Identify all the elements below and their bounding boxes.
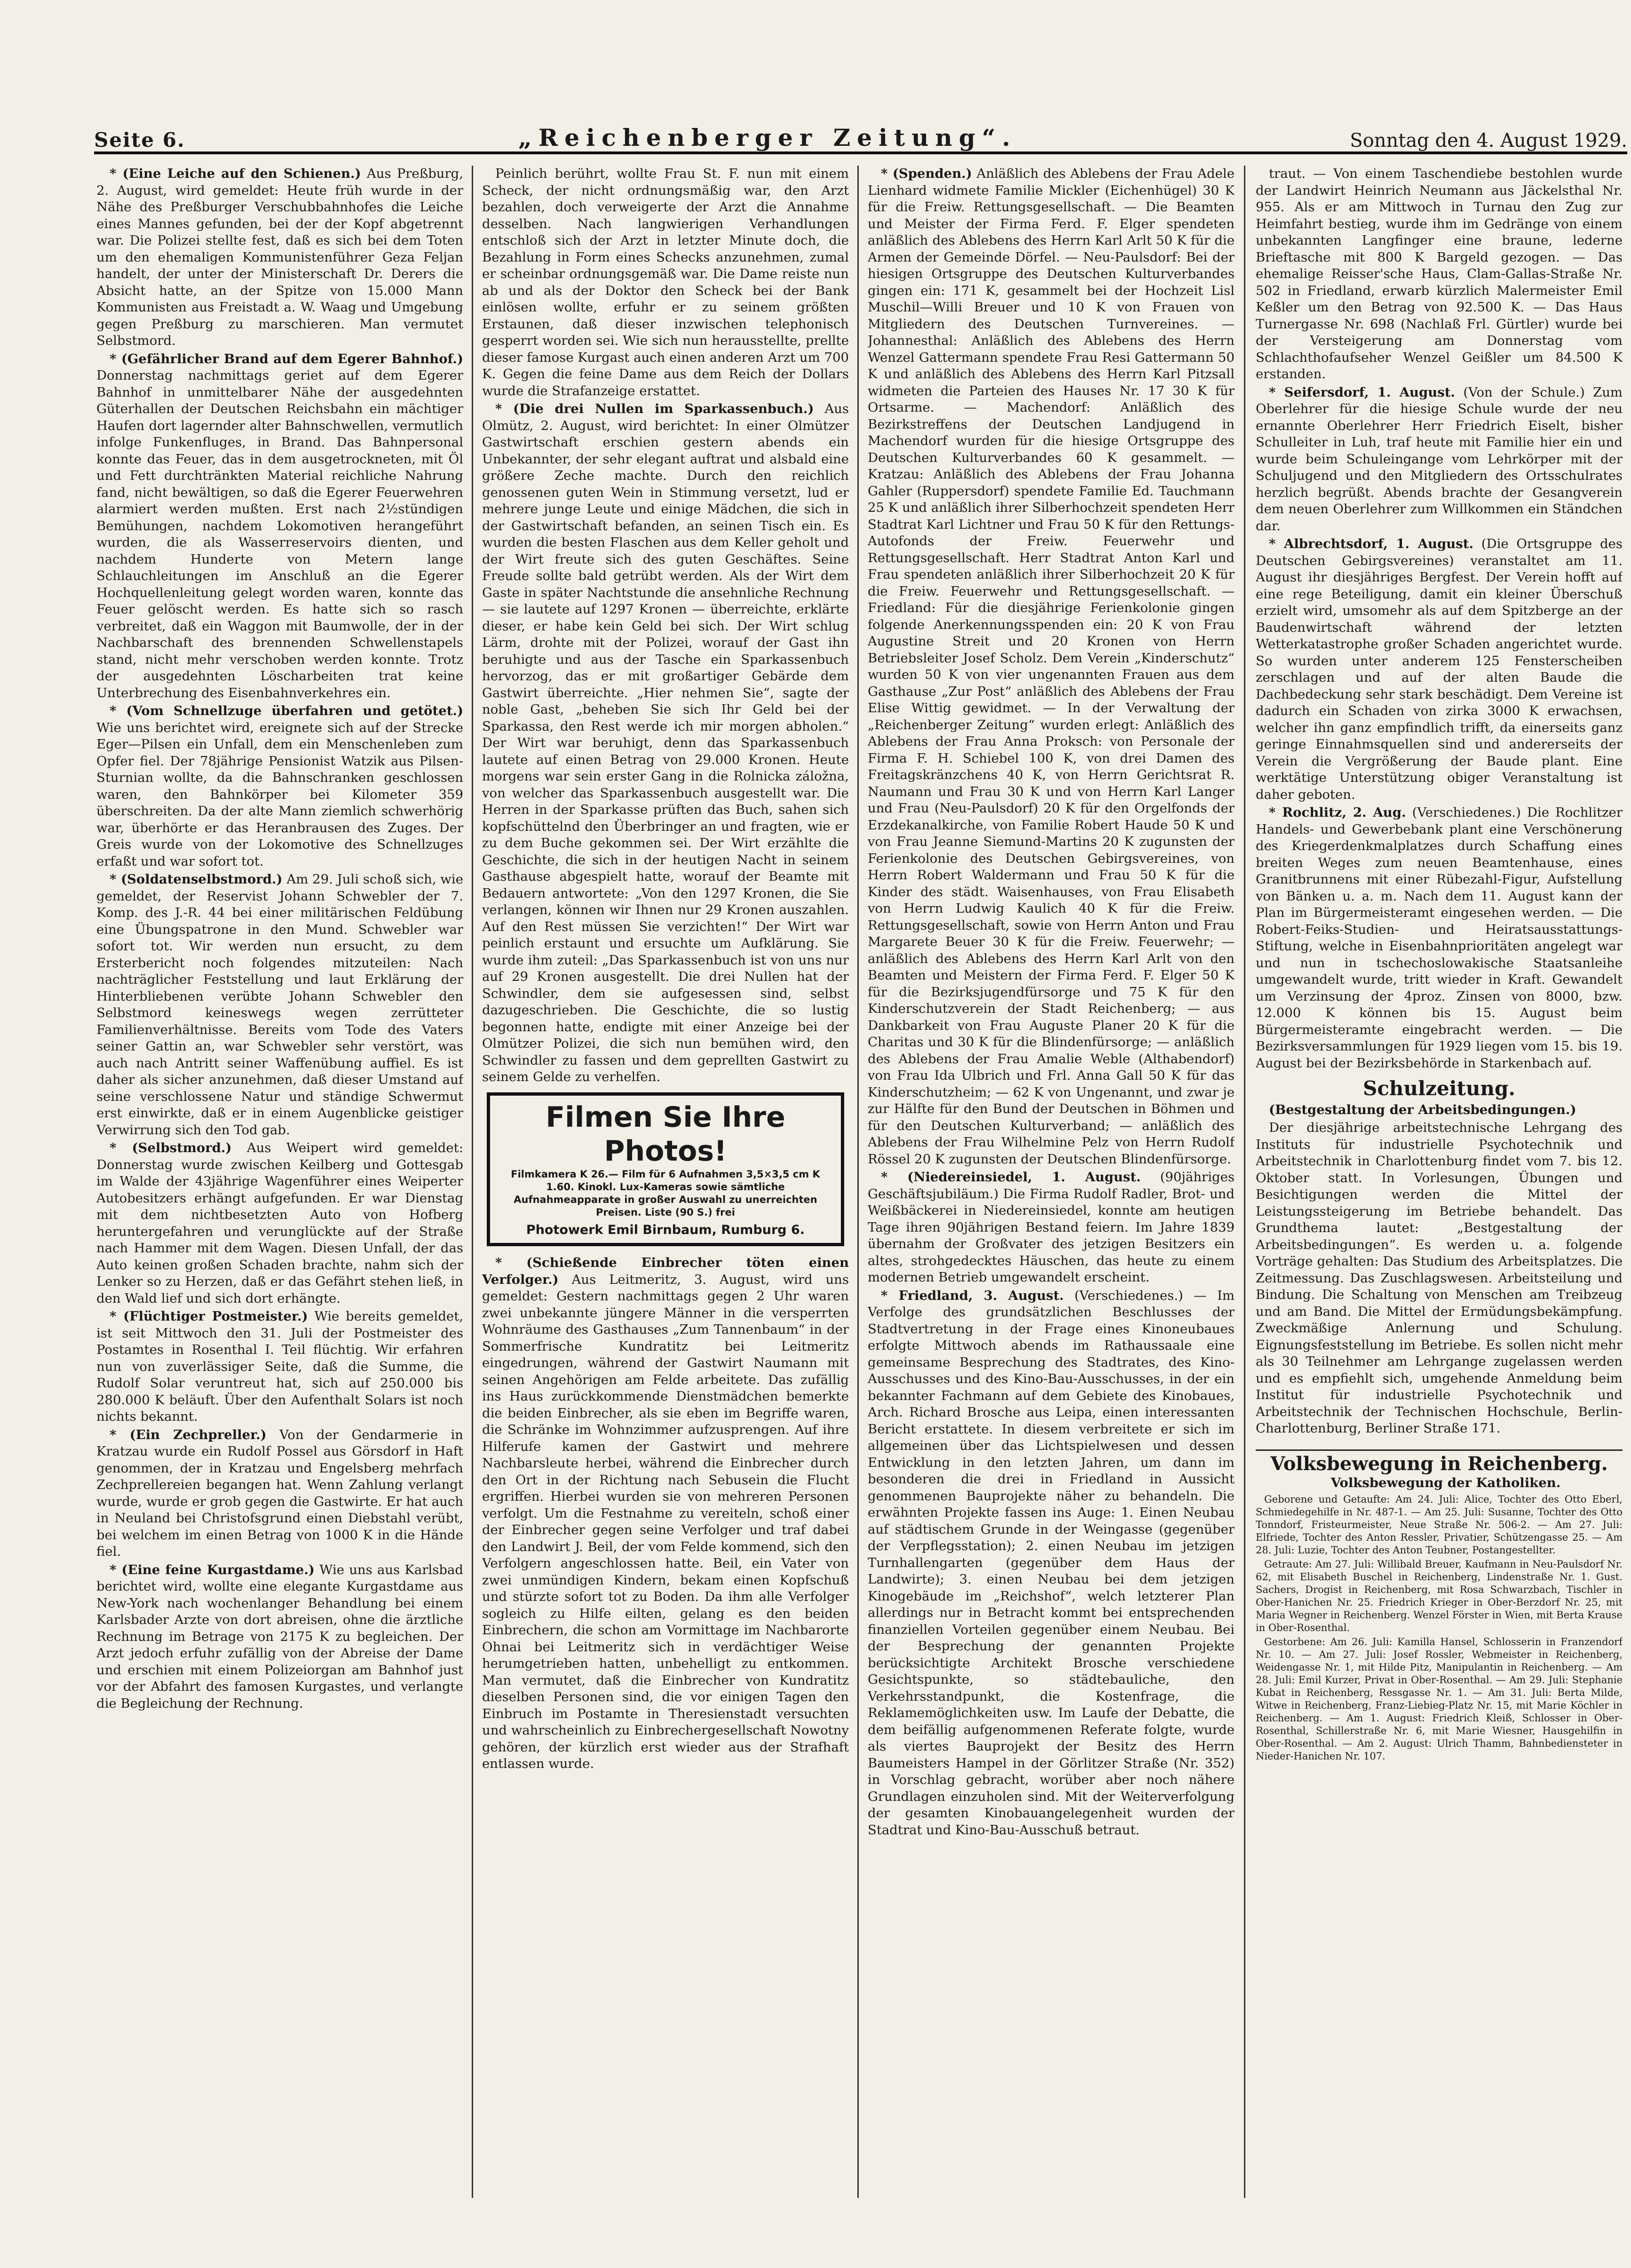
article-body: (Verschiedenes.) — Im Verfolge des grundsätzlichen Beschlusses der Stadtvertretung in der Frage eines Kinoneubaues erfolgte Mittwoch abends im Rathaussaale eine gemeinsame Besprechung des Stadtrates, des Kino-Ausschusses und des Kino-Bau-Ausschusses, in der ein bekannter Fachmann auf dem Gebiete des Kinobaues, Arch. Richard Brosche aus Leipa, einen interessanten Bericht erstattete. In diesem verbreitete er sich im allgemeinen über das Lichtspielwesen und dessen Entwicklung in den letzten Jahren, um dann im besonderen die drei in Friedland in Aussicht genommenen Bauprojekte näher zu behandeln. Die erwähnten Projekte fassen ins Auge: 1. Einen Neubau auf städtischem Grunde in der Weingasse (gegenüber der Verpflegsstation); 2. einen Neubau im jetzigen Turnhallengarten (gegenüber dem Haus der Landwirte); 3. einen Neubau bei dem jetzigen Kinogebäude im „Reichshof“, welch letzterer Plan allerdings nur in Betracht kommt bei entsprechenden finanziellen Vorteilen gegenüber einem Neubau. Bei der Besprechung der genannten Projekte berücksichtigte Architekt Brosche verschiedene Gesichtspunkte, so städtebauliche, den Verkehrsstandpunkt, die Kostenfrage, die Reklamemöglichkeiten usw. Im Laufe der Debatte, die dem beifällig aufgenommenen Referate folgte, wurde als viertes Bauprojekt der Besitz des Herrn Baumeisters Hampel in der Görlitzer Straße (Nr. 352) in Vorschlag gebracht, worüber aber noch nähere Grundlagen einzuholen sind. Mit der Weiterverfolgung der gesamten Kinobauangelegenheit wurden der Stadtrat und Kino-Bau-Ausschuß betraut. <box>868 1288 1235 1838</box>
article <box>96 871 463 1138</box>
article-body: (Von der Schule.) Zum Oberlehrer für die hiesige Schule wurde der neu ernannte Oberlehrer Herr Friedrich Eiselt, bisher Schulleiter in Luh, traf heute mit Familie hier ein und wurde beim Schuleingange vom Lehrkörper mit der Schuljugend und den Mitgliedern des Ortsschulrates herzlich begrüßt. Abends brachte der Gesangverein dem neuen Oberlehrer zum Willkommen ein Ständchen dar. <box>1256 384 1623 533</box>
article <box>482 166 849 399</box>
article-headline: * (Vom Schnellzuge überfahren und getötet.) <box>110 703 463 718</box>
article <box>96 1562 463 1712</box>
article-body: (90jähriges Geschäftsjubiläum.) Die Firma Rudolf Radler, Brot- und Weißbäckerei in Niedereinsiedel, konnte am heutigen Tage ihren 90jährigen Bestand feiern. Im Jahre 1839 übernahm der Großvater des jetzigen Besitzers ein altes, strohgedecktes Häuschen, das heute zu einem modernen Betrieb umgewandelt erscheint. <box>868 1170 1235 1285</box>
article-headline: * (Flüchtiger Postmeister.) <box>110 1309 308 1324</box>
advertisement <box>487 1092 844 1247</box>
article <box>482 1255 849 1773</box>
article <box>96 351 463 702</box>
vital-deaths: Gestorbene: Am 26. Juli: Kamilla Hansel, Schlosserin in Franzendorf Nr. 10. — Am 27. Juli: Josef Rossler, Webmeister in Reichenberg, Weidengasse Nr. 1, mit Hilde Pitz, Manipulantin in Reichenberg. — Am 28. Juli: Emil Kurzer, Privat in Ober-Rosenthal. — Am 29. Juli: Stephanie Kubat in Reichenberg, Ressgasse Nr. 1. — Am 31. Juli: Berta Milde, Witwe in Reichenberg, Franz-Liebieg-Platz Nr. 15, mit Marie Köchler in Reichenberg. — Am 1. August: Friedrich Kleiß, Schlosser in Ober-Rosenthal, Schillerstraße Nr. 6, mit Marie Wiesner, Hausgehilfin in Ober-Rosenthal. — Am 2. August: Ulrich Thamm, Bahnbediensteter in Nieder-Hanichen Nr. 107. <box>1256 1636 1623 1762</box>
article <box>1256 536 1623 803</box>
article-body: Aus Preßburg, 2. August, wird gemeldet: Heute früh wurde in der Nähe des Preßburger Verschubbahnhofes die Leiche eines Mannes gefunden, bei der der Kopf abgetrennt war. Die Polizei stellte fest, daß es sich bei dem Toten um den ehemaligen Kommunistenführer Geza Feljan handelt, der unter der Ministerschaft Dr. Derers die Absicht hatte, an der Spitze von 15.000 Mann Kommunisten aus Freistadt a. W. Waag und Umgebung gegen Preßburg zu marschieren. Man vermutet Selbstmord. <box>96 166 463 348</box>
article-body: Wie uns berichtet wird, ereignete sich auf der Strecke Eger—Pilsen ein Unfall, dem ein Menschenleben zum Opfer fiel. Der 78jährige Pensionist Watzik aus Pilsen-Sturnian wollte, da die Bahnschranken geschlossen waren, den Bahnkörper bei Kilometer 359 überschreiten. Da der alte Mann ziemlich schwerhörig war, überhörte er das Heranbrausen des Zuges. Der Greis wurde von der Lokomotive des Schnellzuges erfaßt und war sofort tot. <box>96 720 463 869</box>
article <box>868 166 1235 1168</box>
vital-marriages: Getraute: Am 27. Juli: Willibald Breuer, Kaufmann in Neu-Paulsdorf Nr. 62, mit Elisabeth Buschel in Reichenberg, Lindenstraße Nr. 1. Gust. Sachers, Drogist in Reichenberg, mit Rosa Schwarzbach, Tischler in Ober-Hanichen Nr. 25. Friedrich Krieger in Ober-Berzdorf Nr. 25, mit Maria Wegner in Reichenberg. Wenzel Förster in Wien, mit Berta Krause in Ober-Rosenthal. <box>1256 1558 1623 1633</box>
article <box>96 166 463 350</box>
article-headline: * (Gefährlicher Brand auf dem Egerer Bahnhof.) <box>110 351 463 366</box>
article-headline: * (Spenden.) <box>881 166 972 181</box>
vital-statistics-title: Volksbewegung in Reichenberg. <box>1256 1449 1623 1472</box>
article <box>96 1308 463 1425</box>
article <box>96 1140 463 1307</box>
column-4 <box>1256 166 1623 2203</box>
article-body: Donnerstag nachmittags geriet auf dem Egerer Bahnhof in unmittelbarer Nähe der ausgedehnten Güterhallen der Deutschen Reichsbahn ein mächtiger Haufen dort lagernder alter Bahnschwellen, vermutlich infolge Funkenfluges, in Brand. Das Bahnpersonal konnte das Feuer, das in dem ausgetrockneten, mit Öl und Fett durchtränkten Material reichliche Nahrung fand, nicht bewältigen, so daß die Egerer Feuerwehren alarmiert werden mußten. Erst nach 2½stündigen Bemühungen, nachdem Lokomotiven herangeführt wurden, die als Wasserreservoirs dienten, und nachdem Hunderte von Metern lange Schlauchleitungen im Anschluß an die Egerer Hochquellenleitung gelegt worden waren, konnte das Feuer gelöscht werden. Es hatte sich so rasch verbreitet, daß ein Waggon mit Baumwolle, der in der Nachbarschaft des brennenden Schwellenstapels stand, nicht mehr verschoben werden konnte. Trotz der ausgedehnten Löscharbeiten trat keine Unterbrechung des Eisenbahnverkehres ein. <box>96 368 463 700</box>
article <box>1256 384 1623 535</box>
article-headline: * (Eine Leiche auf den Schienen.) <box>110 166 361 181</box>
article-headline: * (Schießende Einbrecher töten einen Verfolger.) <box>482 1255 849 1287</box>
article <box>868 1288 1235 1839</box>
article-headline: * (Die drei Nullen im Sparkassenbuch.) <box>495 401 814 416</box>
column-rule <box>1244 166 1245 2198</box>
ad-firm: Photowerk Emil Birnbaum, Rumburg 6. <box>526 1222 805 1237</box>
article-headline: * (Soldatenselbstmord.) <box>110 872 283 887</box>
article <box>1256 166 1623 383</box>
school-section-title: Schulzeitung. <box>1363 1077 1515 1100</box>
column-2-lower <box>482 1255 849 1773</box>
article-headline: * Albrechtsdorf, 1. August. <box>1269 536 1474 551</box>
article <box>1256 804 1623 1072</box>
article <box>482 401 849 1086</box>
masthead <box>94 118 1627 154</box>
article-body: Anläßlich des Ablebens der Frau Adele Lienhard widmete Familie Mickler (Eichenhügel) 30 K für die Freiw. Rettungsgesellschaft. — Die Beamten und Meister der Firma Ferd. F. Elger spendeten anläßlich des Ablebens des Herrn Karl Arlt 50 K für die Armen der Gemeinde Dörfel. — Neu-Paulsdorf: Bei der hiesigen Ortsgruppe des Deutschen Kulturverbandes gingen ein: 171 K, gesammelt bei der Hochzeit Lisl Muschil—Willi Breuer und 10 K von Frauen von Mitgliedern des Deutschen Turnvereines. — Johannesthal: Anläßlich des Ablebens des Herrn Wenzel Gattermann spendete Frau Resi Gattermann 50 K und anläßlich des Ablebens des Herrn Karl Pitzsall widmeten die Parteien des Hauses Nr. 17 30 K für Ortsarme. — Machendorf: Anläßlich des Bezirkstreffens der Deutschen Landjugend in Machendorf wurden für die hiesige Ortsgruppe des Deutschen Kulturverbandes 60 K gesammelt. — Kratzau: Anläßlich des Ablebens der Frau Johanna Gahler (Ruppersdorf) spendete Familie Ed. Tauchmann 25 K und anläßlich ihrer Silberhochzeit spendeten Herr Stadtrat Karl Lichtner und Frau 50 K für den Rettungs-Autofonds der Freiw. Feuerwehr und Rettungsgesellschaft. Herr Stadtrat Anton Karl und Frau spendeten anläßlich ihrer Silberhochzeit 20 K für die Freiw. Feuerwehr und Rettungsgesellschaft. — Friedland: Für die diesjährige Ferienkolonie gingen folgende Anerkennungsspenden ein: 20 K von Frau Augustine Streit und 20 Kronen von Herrn Betriebsleiter Josef Scholz. Dem Verein „Kinderschutz“ wurden 50 K von vier ungenannten Frauen aus dem Gasthause „Zur Post“ anläßlich des Ablebens der Frau Elise Wittig gewidmet. — In der Verwaltung der „Reichenberger Zeitung“ wurden erlegt: Anläßlich des Ablebens der Frau Anna Proksch: von Personale der Firma F. H. Schiebel 100 K, von drei Damen des Freitagskränzchens 40 K, von Herrn Gerichtsrat R. Naumann und Frau 30 K und von Herrn Karl Langer und Frau (Neu-Paulsdorf) 20 K für den Orgelfonds der Erzdekanalkirche, von Familie Robert Haude 50 K und von Frau Jeanne Siemund-Martins 20 K zugunsten der Ferienkolonie des Deutschen Gebirgsvereines, von Herrn Robert Waldermann und Frau 50 K für die Kinder des städt. Waisenhauses, von Frau Elisabeth von Herrn Ludwig Kaulich 40 K für die Freiw. Rettungsgesellschaft, sowie von Herrn Anton und Frau Margarete Beuer 30 K für die Freiw. Feuerwehr; — anläßlich des Ablebens des Herrn Karl Arlt von den Beamten und Meistern der Firma Ferd. F. Elger 50 K für die Bezirksjugendfürsorge und 75 K für den Kinderschutzverein der Stadt Reichenberg; — aus Dankbarkeit von Frau Auguste Planer 20 K für die Charitas und 30 K für die Blindenfürsorge; — anläßlich des Ablebens der Frau Amalie Weble (Althabendorf) von Frau Ida Ulbrich und Frl. Anna Gall 50 K für das Kinderschutzheim; — 62 K von Ungenannt, und zwar je zur Hälfte für den Bund der Deutschen in Böhmen und für den Deutschen Kulturverband; — anläßlich des Ablebens der Frau Wilhelmine Pelz von Herrn Rudolf Rössel 20 K zugunsten der Deutschen Blindenfürsorge. <box>868 166 1235 1167</box>
article-headline: * Rochlitz, 2. Aug. <box>1269 805 1406 820</box>
paper-name: „Reichenberger Zeitung“. <box>518 124 1017 151</box>
article-body: Von der Gendarmerie in Kratzau wurde ein Rudolf Possel aus Görsdorf in Haft genommen, der in Kratzau und Engelsberg mehrfach Zechprellereien begangen hat. Wenn Zahlung verlangt wurde, wurde er grob gegen die Gastwirte. Er hat auch in Neuland bei Christofsgrund einen Diebstahl verübt, bei welchem im einen Betrag von 1000 K in die Hände fiel. <box>96 1427 463 1559</box>
article-body: Wie bereits gemeldet, ist seit Mittwoch den 31. Juli der Postmeister des Postamtes in Rosenthal I. Teil flüchtig. Wir erfahren nun von zuverlässiger Seite, daß die Summe, die Rudolf Solar veruntreut hat, sich auf 250.000 bis 280.000 K beläuft. Über den Aufenthalt Solars ist noch nichts bekannt. <box>96 1309 463 1424</box>
article <box>96 1427 463 1560</box>
column-4-articles <box>1256 166 1623 1072</box>
article-body: (Verschiedenes.) Die Rochlitzer Handels- und Gewerbebank plant eine Verschönerung des Kriegerdenkmalplatzes durch Schaffung eines breiten Weges zum neuen Beamtenhause, eines Granitbrunnens mit einer Rübezahl-Figur, Aufstellung von Bänken u. a. m. Nach dem 11. August kann der Plan im Bürgermeisteramt eingesehen werden. — Die Robert-Feiks-Studien- und Heiratsausstattungs-Stiftung, welche in Eisenbahnprioritäten angelegt war und nun in tschechoslowakische Staatsanleihe umgewandelt wurde, tritt wieder in Kraft. Gewandelt um Verzinsung der 4proz. Zinsen von 8000, bzw. 12.000 K können bis 15. August beim Bürgermeisteramte eingebracht werden. — Die Bezirksversammlungen für 1929 liegen vom 15. bis 19. August bei der Bezirksbehörde in Starkenbach auf. <box>1256 805 1623 1071</box>
article-body: Am 29. Juli schoß sich, wie gemeldet, der Reservist Johann Schwebler der 7. Komp. des J.-R. 44 bei einer militärischen Feldübung eine Übungspatrone in den Mund. Schwebler war sofort tot. Wir werden nun ersucht, zu dem Ersterbericht noch folgendes mitzuteilen: Nach nachträglicher Feststellung und laut Erklärung der Hinterbliebenen verübte Johann Schwebler den Selbstmord keineswegs wegen zerrütteter Familienverhältnisse. Bereits vom Tode des Vaters seiner Gattin an, war Schwebler sehr verstört, was auch nach Antritt seiner Waffenübung auffiel. Es ist daher als sicher anzunehmen, daß dieser Umstand auf seine verschlossene Natur und ständige Schwermut erst einwirkte, daß er in einem Augenblicke geistiger Verwirrung sich den Tod gab. <box>96 872 463 1138</box>
column-3 <box>868 166 1235 2203</box>
article-body: traut. — Von einem Taschendiebe bestohlen wurde der Landwirt Heinrich Neumann aus Jäckelsthal Nr. 955. Als er am Mittwoch in Turnau den Zug zur Heimfahrt bestieg, wurde ihm im Gedränge von einem unbekannten Langfinger eine braune, lederne Brieftasche mit 800 K Bargeld gezogen. — Das ehemalige Reisser'sche Haus, Clam-Gallas-Straße Nr. 502 in Friedland, erwarb kürzlich Malermeister Emil Keßler um den Betrag von 92.500 K. — Das Haus Turnergasse Nr. 698 (Nachlaß Frl. Gürtler) wurde bei der Versteigerung am Donnerstag vom Schlachthofaufseher Wenzel Geißler um 84.500 K erstanden. <box>1256 166 1623 382</box>
column-rule <box>857 166 859 2198</box>
vital-statistics-entries <box>1256 1493 1623 1763</box>
article-body: Peinlich berührt, wollte Frau St. F. nun mit einem Scheck, der nicht ordnungsmäßig war, den Arzt bezahlen, doch verweigerte der Arzt die Annahme desselben. Nach langwierigen Verhandlungen entschloß sich der Arzt in letzter Minute doch, die Bezahlung in Form eines Schecks anzunehmen, zumal er scheinbar ordnungsgemäß war. Die Dame reiste nun ab und als der Doktor den Scheck bei der Bank einlösen wollte, erfuhr er zu seinem größten Erstaunen, daß dieser inzwischen telephonisch gesperrt worden sei. Wie sich nun herausstellte, prellte dieser famose Kurgast auch einen anderen Arzt um 700 K. Gegen die feine Dame aus dem Reich der Dollars wurde die Strafanzeige erstattet. <box>482 166 849 398</box>
column-rule <box>472 166 473 2198</box>
article-body: Aus Weipert wird gemeldet: Donnerstag wurde zwischen Keilberg und Gottesgab im Walde der 43jährige Wagenführer eines Weiperter Autobesitzers erhängt aufgefunden. Er war Dienstag mit dem nichtbesetzten Auto von Hofberg heruntergefahren und verunglückte auf der Straße nach Hammer mit dem Wagen. Diesen Unfall, der das Auto keinen großen Schaden brachte, nahm sich der Lenker so zu Herzen, daß er das Gefährt stehen ließ, in den Wald lief und sich dort erhängte. <box>96 1140 463 1306</box>
vital-statistics-subtitle: Volksbewegung der Katholiken. <box>1330 1475 1561 1490</box>
article-headline: * Friedland, 3. August. <box>881 1288 1064 1303</box>
issue-date: Sonntag den 4. August 1929. <box>1350 130 1627 151</box>
school-section-subtitle: (Bestgestaltung der Arbeitsbedingungen.) <box>1269 1102 1576 1117</box>
article-body: Aus Olmütz, 2. August, wird berichtet: In einer Olmützer Gastwirtschaft erschien gestern abends ein Unbekannter, der sehr elegant auftrat und alsbald eine größere Zeche machte. Durch den reichlich genossenen guten Wein in Stimmung versetzt, lud er mehrere junge Leute und einige Mädchen, die sich in der Gastwirtschaft befanden, an seinen Tisch ein. Es wurden die besten Flaschen aus dem Keller geholt und der Wirt freute sich des guten Geschäftes. Seine Freude sollte bald getrübt werden. Als der Wirt dem Gaste in später Nachtstunde die ansehnliche Rechnung — sie lautete auf 1297 Kronen — überreichte, erklärte dieser, er habe kein Geld bei sich. Der Wirt schlug Lärm, drohte mit der Polizei, worauf der Gast ihn beruhigte und aus der Tasche ein Sparkassenbuch hervorzog, das er mit großartiger Gebärde dem Gastwirt überreichte. „Hier nehmen Sie“, sagte der noble Gast, „beheben Sie sich Ihr Geld bei der Sparkassa, den Rest werde ich mir morgen abholen.“ Der Wirt war beruhigt, denn das Sparkassenbuch lautete auf einen Betrag von 29.000 Kronen. Heute morgens war sein erster Gang in die Rolnicka záložna, von welcher das Sparkassenbuch ausgestellt war. Die Herren in der Sparkasse prüften das Buch, sahen sich kopfschüttelnd den Überbringer an und fragten, wie er zu dem Buche gekommen sei. Der Wirt erzählte die Geschichte, die sich in der heutigen Nacht in seinem Gasthause abgespielt hatte, worauf der Beamte mit Bedauern antwortete: „Von den 1297 Kronen, die Sie verlangen, können wir Ihnen nur 29 Kronen auszahlen. Auf den Rest müssen Sie verzichten!“ Der Wirt war peinlich erstaunt und ersuchte um Aufklärung. Sie wurde ihm zuteil: „Das Sparkassenbuch ist von uns nur auf 29 Kronen ausgestellt. Die drei Nullen hat der Schwindler, dem sie aufgesessen sind, selbst dazugeschrieben. Die Geschichte, die so lustig begonnen hatte, endigte mit einer Anzeige bei der Olmützer Polizei, die sich nun bemühen wird, den Schwindler zu fassen und dem geprellten Gastwirt zu seinem Gelde zu verhelfen. <box>482 401 849 1084</box>
ad-body: Filmkamera K 26.— Film für 6 Aufnahmen 3,5×3,5 cm K 1.60. Kinokl. Lux-Kameras sowie sämtliche Aufnahmeapparate in großer Auswahl zu unerreichten Preisen. Liste (90 S.) frei <box>511 1168 820 1218</box>
article <box>96 703 463 870</box>
article <box>868 1169 1235 1286</box>
article-body: Aus Leitmeritz, 3. August, wird uns gemeldet: Gestern nachmittags gegen 2 Uhr waren zwei unbekannte jüngere Männer in die versperrten Wohnräume des Gasthauses „Zum Tannenbaum“ in der Sommerfrische Kundratitz bei Leitmeritz eingedrungen, während der Gastwirt Naumann mit seinen Angehörigen am Felde arbeitete. Das zufällig ins Haus zurückkommende Dienstmädchen bemerkte die beiden Einbrecher, als sie eben im Begriffe waren, die Schränke im Wohnzimmer aufzusprengen. Auf ihre Hilferufe kamen der Gastwirt und mehrere Nachbarsleute herbei, während die Einbrecher durch den Ort in der Richtung nach Sebusein die Flucht ergriffen. Hierbei wurden sie von mehreren Personen verfolgt. Um die Festnahme zu vereiteln, schoß einer der Einbrecher gegen seine Verfolger und traf dabei den Landwirt J. Beil, der vom Felde kommend, sich den Verfolgern angeschlossen hatte. Beil, ein Vater von zwei unmündigen Kindern, bekam einen Kopfschuß und stürzte sofort tot zu Boden. Da ihm alle Verfolger sogleich zu Hilfe eilten, gelang es den beiden Einbrechern, die schon am Vormittage im Nachbarorte Ohnai bei Leitmeritz sich in verdächtiger Weise herumgetrieben hatten, unbehelligt zu entkommen. Man vermutet, daß die Einbrecher von Kundratitz dieselben Personen sind, die vor einigen Tagen den Einbruch im Postamte in Theresienstadt versuchten und wahrscheinlich zu Einbrechergesellschaft Nowotny gehören, der kürzlich erst wieder aus der Strafhaft entlassen wurde. <box>482 1272 849 1771</box>
vital-births: Geborene und Getaufte: Am 24. Juli: Alice, Tochter des Otto Eberl, Schmiedegehilfe in Nr. 487-1. — Am 25. Juli: Susanne, Tochter des Otto Tonndorf, Fristeurmeister, Neue Straße Nr. 506-2. — Am 27. Juli: Elfriede, Tochter des Anton Ressler, Privatier, Schützengasse 25. — Am 28. Juli: Luzie, Tochter des Anton Teubner, Postangestellter. <box>1256 1493 1623 1556</box>
ad-headline: Filmen Sie Ihre Photos! <box>546 1100 785 1168</box>
article-body: Wie uns aus Karlsbad berichtet wird, wollte eine elegante Kurgastdame aus New-York nach wochenlanger Behandlung bei einem Karlsbader Arzte von dort abreisen, ohne die ärztliche Rechnung im Betrage von 2175 K zu begleichen. Der Arzt jedoch erfuhr zufällig von der Abreise der Dame und erschien mit einem Polizeiorgan am Bahnhof just vor der Abfahrt des famosen Kurgastes, und verlangte die Begleichung der Rechnung. <box>96 1562 463 1711</box>
column-2-upper <box>482 166 849 1086</box>
article-headline: * (Ein Zechpreller.) <box>110 1427 267 1442</box>
article-headline: * (Niedereinsiedel, 1. August. <box>881 1170 1141 1185</box>
article-headline: * Seifersdorf, 1. August. <box>1269 384 1455 400</box>
article-headline: * (Eine feine Kurgastdame.) <box>110 1562 315 1577</box>
page-number: Seite 6. <box>94 128 185 151</box>
column-2 <box>482 166 849 2203</box>
column-1 <box>96 166 463 2203</box>
article-body: (Die Ortsgruppe des Deutschen Gebirgsvereines) veranstaltet am 11. August ihr diesjähriges Bergfest. Der Verein hofft auf eine rege Beteiligung, damit ein kleiner Überschuß erzielt wird, umsomehr als auf dem Spitzberge an der Baudenwirtschaft während der letzten Wetterkatastrophe großer Schaden angerichtet wurde. So wurden unter anderem 125 Fensterscheiben zerschlagen und auf der alten Baude die Dachbedeckung sehr stark beschädigt. Dem Vereine ist dadurch ein Schaden von zirka 3000 K erwachsen, welcher ihn ganz empfindlich trifft, da einerseits ganz geringe Einnahmsquellen sind und andererseits der Verein die Vergrößerung der Baude plant. Eine werktätige Unterstützung obiger Veranstaltung ist daher geboten. <box>1256 536 1623 802</box>
school-section-text: Der diesjährige arbeitstechnische Lehrgang des Instituts für industrielle Psychotechnik und Arbeitstechnik in Charlottenburg findet vom 7. bis 12. Oktober statt. In Vorlesungen, Übungen und Besichtigungen werden die Mittel der Leistungssteigerung im Betriebe behandelt. Das Grundthema lautet: „Bestgestaltung der Arbeitsbedingungen“. Es werden u. a. folgende Vorträge gehalten: Das Studium des Arbeitsplatzes. Die Zeitmessung. Das Zuschlagswesen. Arbeitsteilung und Bindung. Die Schaltung von Menschen am Treibzeug und am Band. Die Mittel der Ermüdungsbekämpfung. Zweckmäßige Anlernung und Schulung. Eignungsfeststellung im Betriebe. Es sollen nicht mehr als 30 Teilnehmer am Lehrgange zugelassen werden und es empfiehlt sich, umgehende Anmeldung beim Institut für industrielle Psychotechnik und Arbeitstechnik der Technischen Hochschule, Berlin-Charlottenburg, Berliner Straße 171. <box>1256 1120 1623 1436</box>
article-headline: * (Selbstmord.) <box>110 1140 232 1155</box>
